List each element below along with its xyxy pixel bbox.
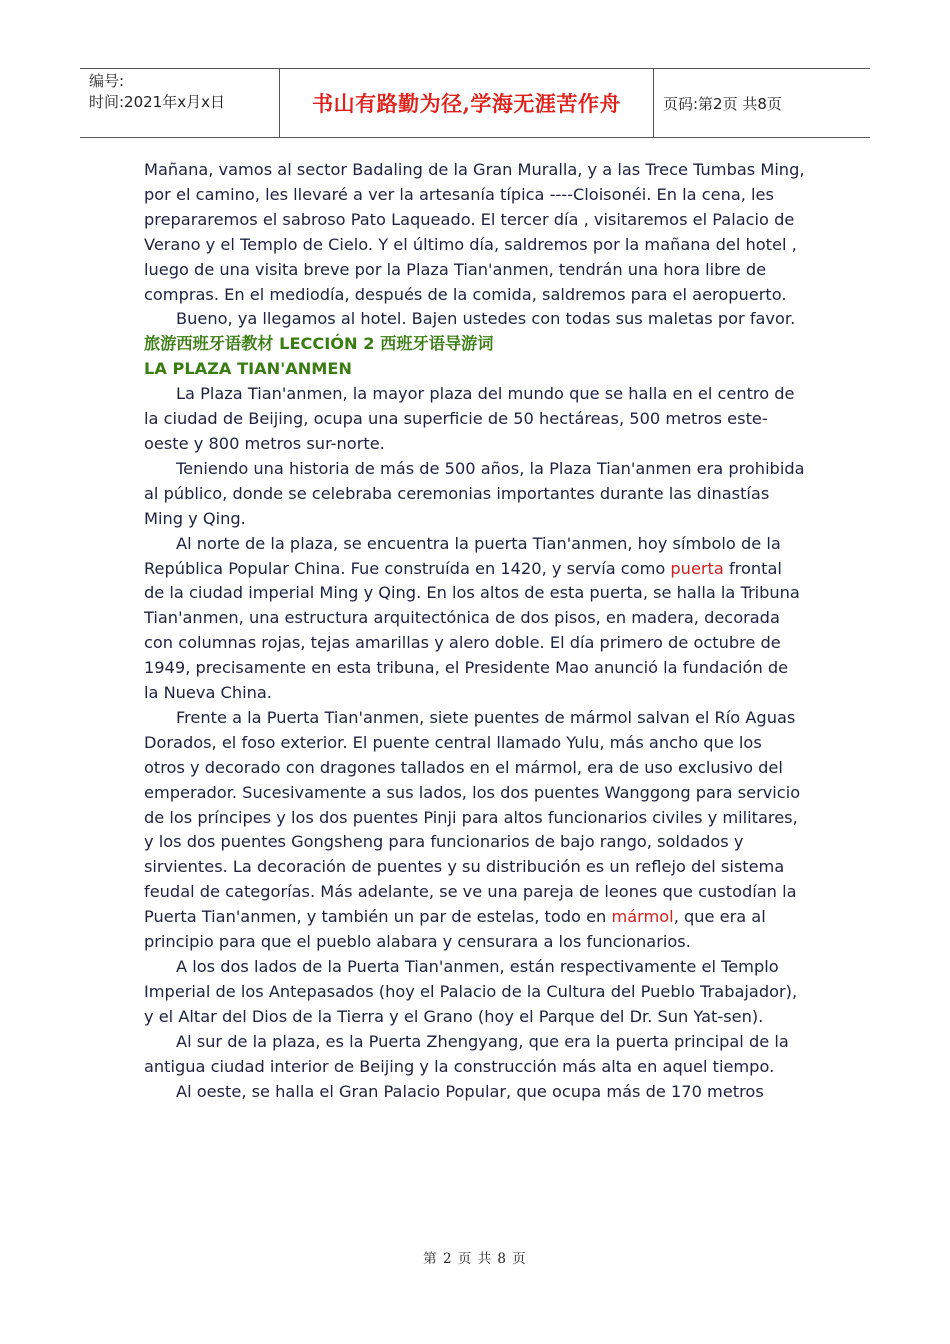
- header-page-info: 页码:第2页 共8页: [663, 94, 782, 113]
- number-label: 编号:: [89, 72, 125, 90]
- paragraph: Mañana, vamos al sector Badaling de la Gran Muralla, y a las Trece Tumbas Ming, por el camino, les llevaré a ver la artesanía típica ----Cloisonéi. En la cena, les prepararemos el sabroso Pato Laqueado. El tercer día , visitaremos el Palacio de Verano y el Templo de Cielo. Y el último día, saldremos por la mañana del hotel , luego de una visita breve por la Plaza Tian'anmen, tendrán una hora libre de compras. En el mediodía, después de la comida, saldremos para el aeropuerto.: [144, 160, 805, 304]
- paragraph: A los dos lados de la Puerta Tian'anmen, están respectivamente el Templo Imperial de los Antepasados (hoy el Palacio de la Cultura del Pueblo Trabajador), y el Altar del Dios de la Tierra y el Grano (hoy el Parque del Dr. Sun Yat-sen).: [144, 957, 798, 1026]
- header-meta: [80, 69, 280, 137]
- text-run: , que era al principio para que el pueblo alabara y censurara a los funcionarios.: [144, 907, 766, 952]
- text-run: frontal de la ciudad imperial Ming y Qing. En los altos de esta puerta, se halla la Tribuna Tian'anmen, una estructura arquitectónica de dos pisos, en madera, decorada con columnas rojas, tejas amarillas y alero doble. El día primero de octubre de 1949, precisamente en esta tribuna, el Presidente Mao anunció la fundación de la Nueva China.: [144, 558, 800, 703]
- highlighted-word: mármol: [611, 907, 674, 927]
- page-header: [80, 68, 870, 138]
- text-run: Al norte de la plaza, se encuentra la puerta Tian'anmen, hoy símbolo de la República Popular China. Fue construída en 1420, y servía como: [144, 533, 781, 578]
- paragraph: Al sur de la plaza, es la Puerta Zhengyang, que era la puerta principal de la antigua ciudad interior de Beijing y la construcción más alta en aquel tiempo.: [144, 1031, 789, 1076]
- lesson-number: LECCIÓN 2: [273, 334, 381, 354]
- paragraph: Al oeste, se halla el Gran Palacio Popular, que ocupa más de 170 metros: [176, 1081, 764, 1101]
- document-body: [144, 158, 806, 1104]
- section-title: LA PLAZA TIAN'ANMEN: [144, 359, 352, 379]
- paragraph: [144, 532, 806, 706]
- paragraph: Bueno, ya llegamos al hotel. Bajen ustedes con todas sus maletas por favor.: [176, 309, 796, 329]
- page-footer: 第 2 页 共 8 页: [423, 1251, 527, 1267]
- date-label: 时间:2021年x月x日: [89, 93, 225, 111]
- highlighted-word: puerta: [670, 558, 724, 578]
- text-run: Frente a la Puerta Tian'anmen, siete puentes de mármol salvan el Río Aguas Dorados, el foso exterior. El puente central llamado Yulu, más ancho que los otros y decorado con dragones tallados en el mármol, era de uso exclusivo del emperador. Sucesivamente a sus lados, los dos puentes Wanggong para servicio de los príncipes y los dos puentes Pinji para altos funcionarios civiles y militares, y los dos puentes Gongsheng para funcionarios de bajo rango, soldados y sirvientes. La decoración de puentes y su distribución es un reflejo del sistema feudal de categorías. Más adelante, se ve una pareja de leones que custodían la Puerta Tian'anmen, y también un par de estelas, todo en: [144, 707, 801, 927]
- paragraph: [144, 706, 806, 955]
- lesson-cn-title: 旅游西班牙语教材: [144, 334, 274, 354]
- paragraph: Teniendo una historia de más de 500 años, la Plaza Tian'anmen era prohibida al público, donde se celebraba ceremonias importantes durante las dinastías Ming y Qing.: [144, 458, 805, 528]
- lesson-cn-subtitle: 西班牙语导游词: [380, 334, 494, 354]
- header-motto: 书山有路勤为径,学海无涯苦作舟: [280, 69, 654, 137]
- lesson-heading: [144, 332, 806, 357]
- paragraph: La Plaza Tian'anmen, la mayor plaza del mundo que se halla en el centro de la ciudad de Beijing, ocupa una superficie de 50 hectáreas, 500 metros este-oeste y 800 metros sur-norte.: [144, 384, 795, 453]
